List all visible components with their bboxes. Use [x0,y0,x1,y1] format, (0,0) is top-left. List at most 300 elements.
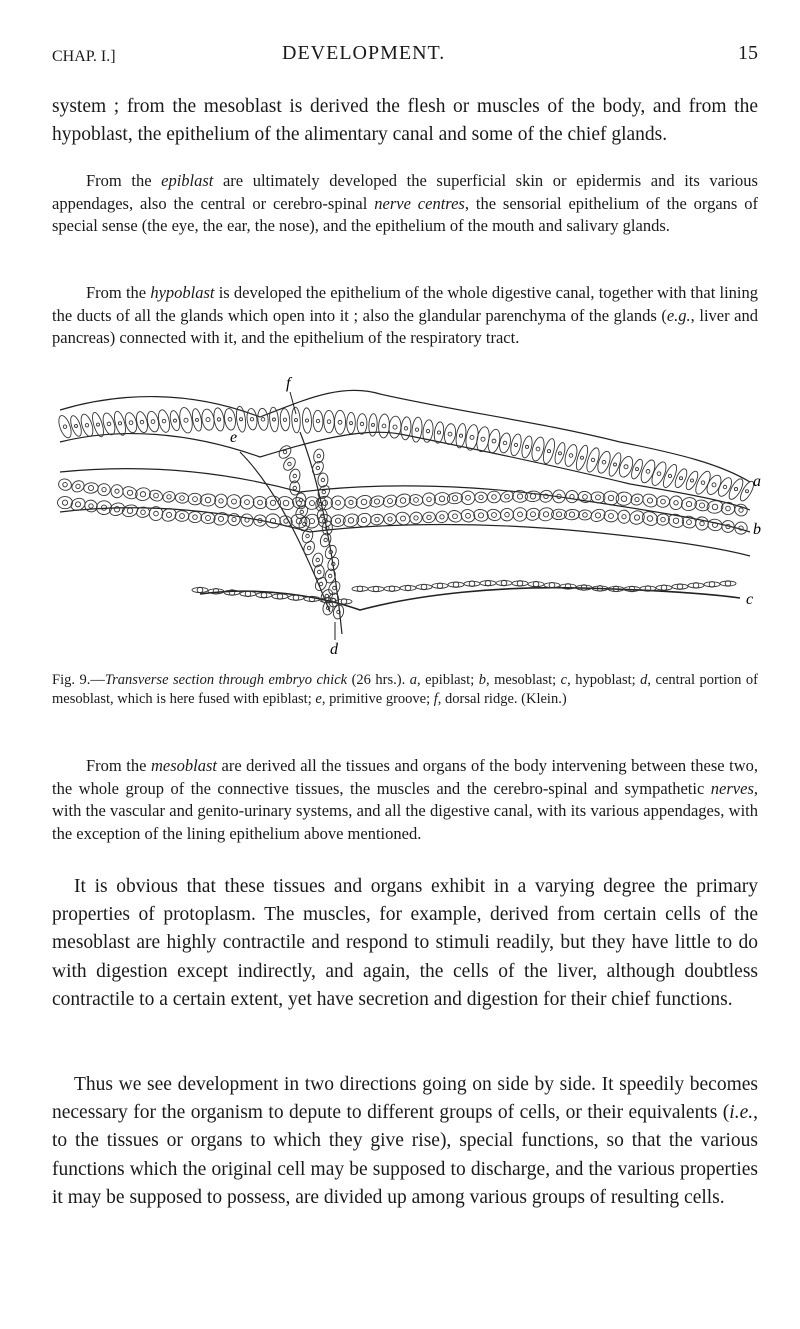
cell-nucleus [569,512,574,517]
cell-nucleus [470,435,474,439]
cell-nucleus [321,478,325,482]
tissue-cell [223,408,236,431]
tissue-cell [357,414,367,435]
cell-nucleus [206,418,210,422]
tissue-cell [655,495,670,509]
tissue-cell [721,502,735,515]
cell-nucleus [335,518,340,523]
cell-nucleus [327,420,331,424]
cell-nucleus [405,585,411,591]
cell-nucleus [62,500,67,505]
cell-nucleus [583,495,588,500]
cell-nucleus [712,483,716,487]
epiblast-rest: , the sensorial epithelium of the organs of special sense (the eye, the ear, the nose), and the epithelium of the mouth and salivary glands. [52,193,759,235]
cell-nucleus [261,592,267,598]
cell-nucleus [485,580,491,586]
cell-nucleus [293,474,297,478]
cell-nucleus [219,499,223,503]
cell-nucleus [293,595,299,601]
tissue-cell [178,406,194,434]
cell-nucleus [453,514,458,519]
paragraph-epiblast [52,170,758,238]
thus-part-a: Thus we see development in two directions going on side by side. It speedily becomes necessary for the organism to depute to different groups of cells, or their equivalents ( [52,1074,758,1124]
tissue-cell [617,455,636,479]
epiblast-mid: are ultimately developed the superficial skin or epidermis and its various appendages, also the central or cerebro-spinal [52,171,758,213]
cell-nucleus [284,519,288,523]
cell-nucleus [547,450,550,453]
cell-nucleus [517,581,523,587]
cell-nucleus [167,495,171,499]
cell-nucleus [310,519,315,524]
caption-letter-b: b [478,672,486,688]
cell-nucleus [283,418,286,421]
cell-nucleus [319,582,323,586]
cell-nucleus [693,583,699,589]
tissue-cell [604,510,619,522]
cell-nucleus [414,516,418,520]
cell-nucleus [154,493,159,498]
cell-nucleus [333,586,337,590]
caption-desc-b: , mesoblast; [486,672,561,688]
cell-nucleus [295,419,298,422]
cell-nucleus [63,482,68,487]
cell-nucleus [439,496,444,501]
mesoblast-mid: are derived all the tissues and organs of the body intervening between these two, the whole group of the connective tissues, the muscles and the cerebro-spinal and sympathetic [52,756,758,798]
caption-letter-c: c [560,672,568,688]
cell-nucleus [725,581,731,587]
cell-nucleus [505,494,510,499]
cell-nucleus [140,492,145,497]
cell-nucleus [569,454,573,458]
tissue-cell [57,496,72,509]
tissue-cell [145,410,160,433]
tissue-cell [324,410,335,433]
cell-nucleus [479,495,483,499]
cell-nucleus [543,512,548,517]
caption-letter-d: d [640,672,648,688]
chapter-label: CHAP. I.] [52,48,116,65]
tissue-cell [175,492,189,503]
mesoblast-rest: , with the vascular and genito-urinary systems, and all the digestive canal, with its various appendages, with the exception of the lining epithelium above mentioned. [52,778,758,843]
cell-nucleus [306,534,310,538]
cell-nucleus [466,495,471,500]
tissue-cell [288,595,304,600]
term-nerve-centres: nerve centres [374,193,465,213]
tissue-cell [672,584,688,589]
label-a: a [753,473,761,490]
cell-nucleus [647,516,653,522]
cell-nucleus [341,599,347,605]
cell-nucleus [426,429,429,432]
cell-nucleus [322,500,327,505]
caption-letter-a: a [409,672,417,688]
cell-nucleus [583,513,588,518]
cell-nucleus [415,428,418,431]
caption-rest: (26 hrs.). [347,672,410,688]
cell-nucleus [317,570,321,574]
cell-nucleus [448,432,452,436]
epiblast-intro: From the [86,171,162,190]
cell-nucleus [180,514,185,519]
tissue-cell [638,458,657,484]
cell-nucleus [350,422,353,425]
cell-nucleus [734,487,737,490]
cell-nucleus [239,418,242,421]
cell-nucleus [75,424,78,427]
cell-nucleus [503,441,507,445]
cell-nucleus [316,466,320,470]
tissue-cell [70,479,86,494]
tissue-cell [347,412,356,434]
cell-nucleus [469,581,475,587]
cell-nucleus [701,481,705,485]
label-c: c [746,591,754,608]
cell-nucleus [173,419,176,422]
tissue-cell [256,593,272,598]
cell-nucleus [218,516,223,521]
cell-nucleus [726,506,731,511]
tissue-cell [509,433,523,457]
cell-nucleus [250,418,253,421]
tissue-cell [188,511,201,522]
cell-nucleus [393,425,397,429]
cell-nucleus [357,586,363,592]
cell-nucleus [245,518,249,522]
cell-nucleus [533,581,539,587]
cell-nucleus [85,424,88,427]
cell-nucleus [635,497,639,501]
tissue-cell [400,416,412,440]
cell-nucleus [453,582,459,588]
cell-nucleus [691,479,694,482]
cell-nucleus [400,498,406,504]
figure-caption [52,671,758,709]
cell-nucleus [401,516,406,521]
label-d: d [330,641,338,658]
cell-nucleus [283,450,287,454]
caption-desc-f: , dorsal ridge. (Klein.) [437,691,567,707]
cell-nucleus [712,504,718,510]
cell-nucleus [115,489,119,493]
cell-nucleus [478,513,483,518]
cell-nucleus [437,431,440,434]
thus-part-b: , to the tissues or organs to which they give rise), special functions, so that the various functions which the original cell may be supposed to discharge, and the various properties it may be supposed to possess, are divided up among various groups of resulting cells. [52,1102,758,1208]
cell-nucleus [581,456,584,459]
tissue-cell [656,585,672,590]
cell-nucleus [556,512,561,517]
cell-nucleus [162,419,166,423]
caption-desc-e: , primitive groove; [321,691,434,707]
tissue-cell [393,491,413,509]
cell-nucleus [501,580,507,586]
tissue-cell [432,583,448,588]
cell-nucleus [595,513,600,518]
tissue-cell [422,511,436,524]
cell-nucleus [700,521,704,525]
cell-nucleus [621,496,627,502]
tissue-cell [246,408,258,430]
cell-nucleus [531,512,536,517]
caption-desc-a: , epiblast; [416,672,479,688]
cell-nucleus [307,546,311,550]
tissue-cell [368,586,384,591]
term-hypoblast: hypoblast [150,283,215,302]
cell-nucleus [197,587,203,593]
tissue-cell [496,581,512,586]
cell-nucleus [437,583,443,589]
cell-nucleus [102,487,106,491]
cell-nucleus [674,501,678,505]
cell-nucleus [118,422,121,425]
tissue-cell [240,591,256,596]
cell-nucleus [636,468,639,471]
term-eg: e.g. [666,305,691,325]
paragraph-lead [52,93,758,149]
cell-nucleus [459,434,462,437]
cell-nucleus [622,515,626,519]
cell-nucleus [300,510,304,514]
tissue-cell [704,582,720,587]
term-mesoblast: mesoblast [150,756,217,775]
tissue-cell [317,473,328,488]
cell-nucleus [141,510,146,515]
cell-nucleus [709,582,715,588]
cell-nucleus [481,437,485,441]
cell-nucleus [624,465,628,469]
tissue-cell [528,582,544,587]
cell-nucleus [272,418,275,421]
tissue-cell [512,581,528,586]
running-header [52,40,758,70]
cell-nucleus [421,584,427,590]
tissue-cell [313,410,323,432]
cell-nucleus [270,500,275,505]
tissue-cell [448,582,464,587]
cell-nucleus [570,494,574,498]
tissue-cell [191,408,203,432]
tissue-cell [291,407,301,433]
cell-nucleus [614,463,617,466]
tissue-cell [434,509,450,524]
caption-desc-d: , central portion of mesoblast, which is here fused with epiblast; [52,672,758,707]
tissue-cell [669,495,683,510]
cell-nucleus [258,500,263,505]
embryo-section-illustration [60,372,760,672]
tissue-cell [378,414,390,438]
cell-nucleus [140,420,143,423]
paragraph-hypoblast [52,282,758,350]
paragraph-lead-text: system ; from the mesoblast is derived the flesh or muscles of the body, and from the hypoblast, the epithelium of the alimentary canal and some of the chief glands. [52,96,758,145]
tissue-cell [370,513,385,526]
paragraph-mesoblast [52,755,758,845]
tissue-cell [565,489,580,504]
cell-nucleus [322,490,326,494]
cell-nucleus [661,517,666,522]
term-ie: i.e. [729,1102,754,1124]
tissue-cell [695,516,709,530]
tissue-cell [200,512,215,524]
cell-nucleus [228,417,232,421]
cell-nucleus [646,469,650,473]
cell-nucleus [305,419,308,422]
tissue-cell [475,492,488,503]
tissue-cell [326,579,342,596]
cell-nucleus [88,485,93,490]
cell-nucleus [89,504,93,508]
cell-nucleus [525,445,528,448]
label-e: e [230,429,238,446]
cell-nucleus [404,427,407,430]
tissue-cell [538,488,555,504]
cell-nucleus [283,500,289,506]
tissue-cell [239,512,255,528]
tissue-cell [400,585,416,590]
tissue-cell [716,476,734,499]
tissue-cell [720,581,736,586]
cell-nucleus [129,421,133,425]
cell-nucleus [686,501,691,506]
term-epiblast: epiblast [161,171,214,190]
cell-nucleus [76,484,80,488]
tissue-cell [447,509,464,524]
tissue-cell [257,408,269,431]
cell-nucleus [324,538,328,542]
cell-nucleus [107,422,111,426]
cell-nucleus [673,518,678,523]
cell-nucleus [679,477,682,480]
tissue-cell [684,470,700,492]
cell-nucleus [388,499,393,504]
cell-nucleus [536,447,540,451]
cell-nucleus [374,499,379,504]
cell-nucleus [739,508,743,512]
tissue-cell [288,468,301,484]
cell-nucleus [492,439,496,443]
cell-nucleus [723,485,726,488]
cell-nucleus [261,418,265,422]
tissue-cell [345,496,358,508]
tissue-cell [500,508,514,521]
cell-nucleus [530,494,535,499]
cell-nucleus [310,501,315,506]
tissue-cell [352,586,368,591]
tissue-cell [157,409,172,434]
cell-nucleus [166,512,171,517]
tissue-cell [200,408,215,431]
cell-nucleus [180,496,185,501]
cell-nucleus [677,584,683,590]
cell-nucleus [388,517,392,521]
cell-nucleus [360,422,363,425]
tissue-cell [192,588,208,593]
cell-nucleus [349,500,353,504]
cell-nucleus [661,585,667,591]
tissue-cell [272,594,288,599]
cell-nucleus [634,515,639,520]
tissue-cell [408,510,424,526]
cell-nucleus [373,586,379,592]
caption-title: Transverse section through embryo chick [104,672,348,688]
cell-nucleus [687,520,692,525]
cell-nucleus [97,423,100,426]
cell-nucleus [427,515,431,519]
caption-letter-f: f [433,691,438,707]
cell-nucleus [657,472,661,476]
term-nerves: nerves [710,778,754,798]
tissue-cell [212,407,225,431]
tissue-cell [280,408,291,431]
cell-nucleus [746,490,749,493]
page-number: 15 [738,42,758,64]
tissue-cell [434,492,451,506]
cell-nucleus [505,512,510,517]
cell-nucleus [63,425,66,428]
cell-nucleus [127,490,132,495]
cell-nucleus [492,495,497,500]
tissue-cell [443,423,457,445]
tissue-cell [487,491,500,503]
tissue-cell [314,565,324,579]
tissue-cell [302,408,312,434]
tissue-cell [616,491,633,506]
tissue-cell [416,584,432,589]
cell-nucleus [232,517,236,521]
cell-nucleus [316,419,319,422]
cell-nucleus [647,498,652,503]
tissue-cell [384,513,396,524]
tissue-cell [341,512,360,529]
cell-nucleus [293,486,297,490]
cell-nucleus [514,443,517,446]
cell-nucleus [193,497,198,502]
cell-nucleus [661,499,666,504]
cell-nucleus [288,462,292,466]
cell-nucleus [184,418,188,422]
tissue-cell [310,459,326,476]
cell-nucleus [699,503,704,508]
cell-nucleus [361,499,367,505]
cell-nucleus [608,495,613,500]
cell-nucleus [213,588,219,594]
tissue-cell [617,510,630,524]
cell-nucleus [466,513,471,518]
hypoblast-mid: is developed the epithelium of the whole digestive canal, together with that lining the ducts of all the glands which open into it ; also the glandular parenchyma of the glands ( [52,283,759,325]
cell-nucleus [151,420,155,424]
caption-desc-c: , hypoblast; [567,672,641,688]
cell-nucleus [245,500,250,505]
embryo-section-figure [60,372,760,672]
cell-nucleus [217,418,220,421]
cell-nucleus [440,515,444,519]
cell-nucleus [205,497,210,502]
tissue-cell [455,423,468,449]
cell-nucleus [277,594,283,600]
caption-letter-e: e [315,691,322,707]
cell-nucleus [317,454,321,458]
tissue-cell [169,410,182,432]
tissue-cell [83,482,98,494]
cell-nucleus [316,558,320,562]
label-f: f [286,375,291,392]
cell-nucleus [336,500,341,505]
tissue-cell [480,581,496,586]
cell-nucleus [518,512,523,517]
cell-nucleus [232,499,237,504]
cell-nucleus [338,420,342,424]
tissue-cell [433,421,445,443]
running-title: DEVELOPMENT. [282,42,446,64]
paragraph-thus [52,1071,758,1212]
